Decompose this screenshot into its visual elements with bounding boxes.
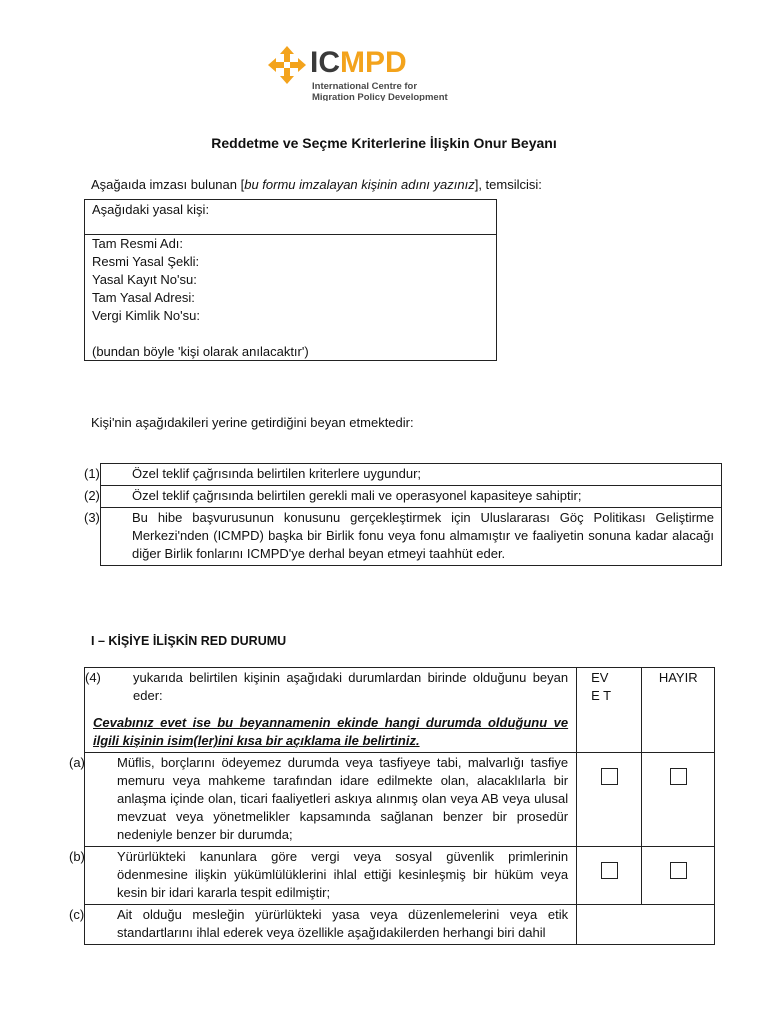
intro-line [91,176,542,194]
table-row [85,753,715,847]
logo-wordmark: ICMPD [310,46,407,79]
declaration-3: (3) Bu hibe başvurusunun konusunu gerçekleştirmek için Uluslararası Göç Politikası Geliştirme Merkezi'nden (ICMPD) başka bir Birlik fonu veya fonu almamıştır ve faaliyetin sonuna kadar alacağı diğer Birlik fonlarını ICMPD'ye derhal beyan etmeyi taahhüt eder. [101,508,722,566]
answer-cell-c [577,905,715,945]
no-cell-a [642,753,715,847]
exclusion-intro-cell: (4) yukarıda belirtilen kişinin aşağıdaki durumlardan birinde olduğunu beyan eder: Cevabınız evet ise bu beyannamenin ekinde hangi durumda olduğunu ve ilgili kişinin isim(ler)ini kısa bir açıklama ile belirtiniz. [85,668,577,753]
declares-line: Kişi'nin aşağıdakileri yerine getirdiğini beyan etmektedir: [91,415,414,430]
table-header-row [85,668,715,753]
yes-cell-a [577,753,642,847]
logo-subtitle-line2: Migration Policy Development [312,92,448,101]
exclusion-table [69,667,715,945]
yes-header: EVE T [577,668,642,753]
declaration-1: (1) Özel teklif çağrısında belirtilen kriterlere uygundur; [101,464,722,486]
logo-subtitle [312,81,472,101]
intro-after: ], temsilcisi: [474,177,542,192]
table-row [101,508,722,566]
table-row [101,464,722,486]
legal-entity-fields [85,235,496,361]
legal-entity-header: Aşağıdaki yasal kişi: [85,200,496,235]
yes-cell-b [577,847,642,905]
intro-italic: bu formu imzalayan kişinin adını yazınız [244,177,475,192]
legal-entity-footer: (bundan böyle 'kişi olarak anılacaktır') [92,344,309,359]
field-address: Tam Yasal Adresi: [92,290,195,305]
field-full-name: Tam Resmi Adı: [92,236,184,251]
exclusion-row-c: (c) Ait olduğu mesleğin yürürlükteki yasa veya düzenlemelerini veya etik standartlarını ihlal ederek veya özellikle aşağıdakilerden herhangi biri dahil [85,905,577,945]
icmpd-arrows-icon [266,44,308,86]
icmpd-logo [266,44,456,100]
declarations-table [84,463,722,566]
no-checkbox-a[interactable] [670,768,687,785]
exclusion-row-a: (a) Müflis, borçlarını ödeyemez durumda veya tasfiyeye tabi, malvarlığı tasfiye memuru veya mahkeme tarafından idare edilmekte olan, alacaklılarla bir anlaşma içinde olan, ticari faaliyetleri askıya alınmış olan veya AB veya ulusal mevzuat veya yönetmelikler kapsamında sağlanan benzer bir prosedür nedeniyle benzer bir durumda; [85,753,577,847]
page-title: Reddetme ve Seçme Kriterlerine İlişkin Onur Beyanı [211,135,557,151]
no-cell-b [642,847,715,905]
field-legal-form: Resmi Yasal Şekli: [92,254,200,269]
table-row [101,486,722,508]
section-heading: I – KİŞİYE İLİŞKİN RED DURUMU [91,634,287,648]
field-tax-id: Vergi Kimlik No'su: [92,308,200,323]
yes-checkbox-a[interactable] [601,768,618,785]
intro-before: Aşağaıda imzası bulunan [ [91,177,245,192]
logo-subtitle-line1: International Centre for [312,81,418,92]
field-registration-no: Yasal Kayıt No'su: [92,272,197,287]
yes-checkbox-b[interactable] [601,862,618,879]
declaration-2: (2) Özel teklif çağrısında belirtilen gerekli mali ve operasyonel kapasiteye sahiptir; [101,486,722,508]
no-header: HAYIR [642,668,715,753]
exclusion-note: Cevabınız evet ise bu beyannamenin ekinde hangi durumda olduğunu ve ilgili kişinin isim(ler)ini kısa bir açıklama ile belirtiniz. [93,715,569,748]
table-row [85,905,715,945]
table-row [85,847,715,905]
legal-entity-box [84,199,497,361]
no-checkbox-b[interactable] [670,862,687,879]
exclusion-row-b: (b) Yürürlükteki kanunlara göre vergi veya sosyal güvenlik primlerinin ödenmesine ilişkin yükümlülüklerini ihlal ettiği kesinleşmiş bir hüküm veya kesin bir idari kararla tespit edilmiştir; [85,847,577,905]
